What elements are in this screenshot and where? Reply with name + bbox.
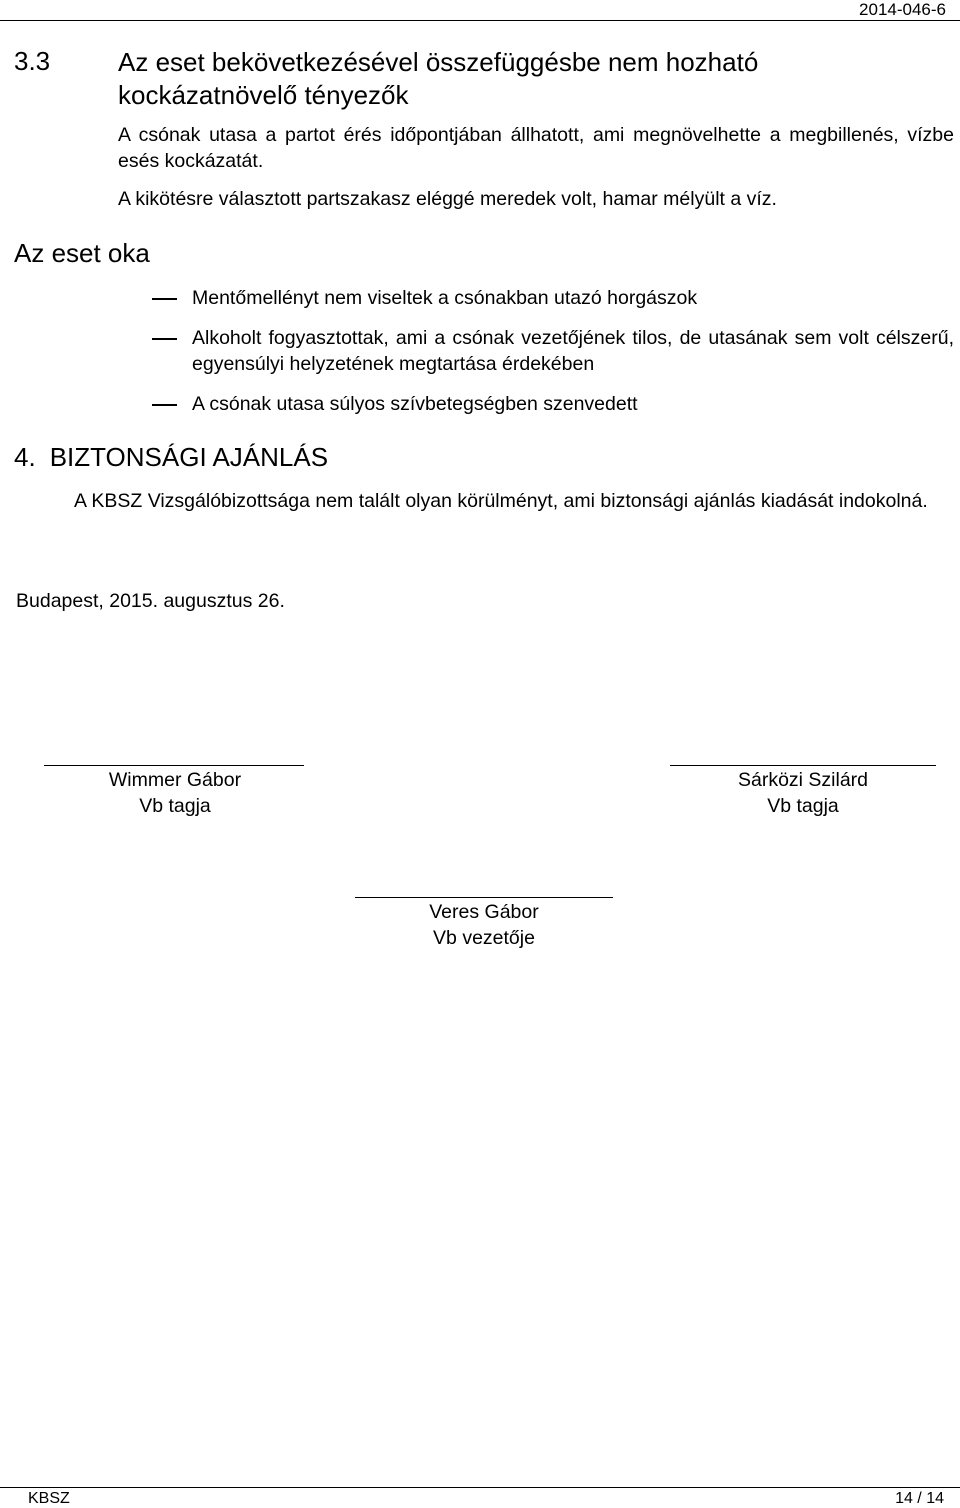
safety-recommendation-text: A KBSZ Vizsgálóbizottsága nem talált olyan körülményt, ami biztonsági ajánlás kiadását indokolná.	[74, 490, 928, 512]
signature-line-2	[670, 765, 936, 766]
risk-paragraph-2: A kikötésre választott partszakasz eléggé meredek volt, hamar mélyült a víz.	[118, 188, 777, 210]
page-number: 14 / 14	[895, 1490, 944, 1507]
header-divider	[0, 20, 960, 21]
signatory-1-name: Wimmer Gábor	[108, 769, 242, 791]
place-and-date: Budapest, 2015. augusztus 26.	[16, 590, 285, 612]
cause-bullet-2: Alkoholt fogyasztottak, ami a csónak vezetőjének tilos, de utasának sem volt célszerű, egyensúlyi helyzetének megtartása érdekében	[192, 327, 954, 375]
signatory-3	[349, 899, 619, 951]
bullet-dash	[152, 404, 177, 406]
footer-divider	[0, 1487, 960, 1488]
signatory-2-role: Vb tagja	[767, 795, 839, 817]
risk-paragraph-1: A csónak utasa a partot érés időpontjában állhatott, ami megnövelhette a megbillenés, vízbe esés kockázatát.	[118, 124, 954, 172]
signatory-3-name: Veres Gábor	[429, 901, 539, 923]
bullet-dash	[152, 338, 177, 340]
cause-label: Az eset oka	[14, 238, 150, 268]
signatory-2-name: Sárközi Szilárd	[737, 769, 869, 791]
signatory-2	[668, 767, 938, 819]
section-4-title: BIZTONSÁGI AJÁNLÁS	[49, 442, 329, 472]
section-4-heading	[14, 442, 328, 473]
signatory-1	[40, 767, 310, 819]
signature-line-1	[44, 765, 304, 766]
bullet-dash	[152, 298, 177, 300]
cause-bullet-3: A csónak utasa súlyos szívbetegségben szenvedett	[192, 393, 638, 415]
signatory-1-role: Vb tagja	[139, 795, 211, 817]
footer-organization: KBSZ	[28, 1490, 70, 1507]
signature-line-3	[355, 897, 613, 898]
signatory-3-role: Vb vezetője	[433, 927, 535, 949]
section-3-3-number: 3.3	[14, 46, 51, 76]
cause-bullet-1: Mentőmellényt nem viseltek a csónakban utazó horgászok	[192, 287, 698, 309]
section-4-number: 4.	[14, 442, 36, 472]
document-id: 2014-046-6	[859, 0, 946, 19]
section-3-3-title: Az eset bekövetkezésével összefüggésbe nem hozható kockázatnövelő tényezők	[118, 47, 759, 110]
